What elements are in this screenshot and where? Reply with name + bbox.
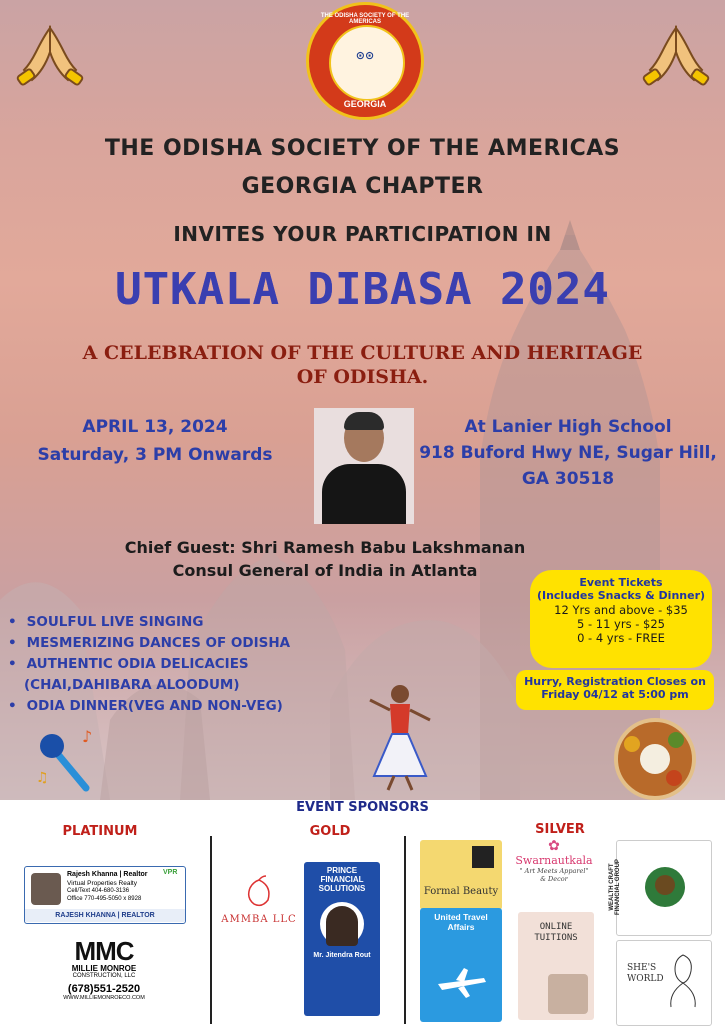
venue-city: GA 30518: [521, 469, 615, 489]
divider: [404, 836, 406, 1024]
ticket-heading: Event Tickets: [579, 576, 663, 589]
tier-silver: SILVER: [535, 822, 585, 837]
woman-sketch-icon: [661, 949, 705, 1009]
event-time: Saturday, 3 PM Onwards: [37, 445, 273, 465]
list-item: • AUTHENTIC ODIA DELICACIES: [8, 654, 328, 675]
registration-deadline: Hurry, Registration Closes on Friday 04/12 at 5:00 pm: [516, 670, 714, 710]
sponsor-millie-monroe[interactable]: MMC MILLIE MONROE CONSTRUCTION, LLC (678)551-2520 WWW.MILLIEMONROECO.COM: [63, 936, 145, 1001]
subtitle-line2: OF ODISHA.: [296, 366, 429, 388]
ticket-tier-adult: 12 Yrs and above - $35: [554, 603, 688, 617]
chief-guest-name: Chief Guest: Shri Ramesh Babu Lakshmanan: [124, 538, 526, 557]
ticket-info-box: [530, 570, 712, 668]
microphone-icon: [30, 722, 110, 798]
chief-guest-title: Consul General of India in Atlanta: [172, 561, 478, 580]
sponsor-prince-financial[interactable]: PRINCE FINANCIAL SOLUTIONS Mr. Jitendra Rout: [304, 862, 380, 1016]
list-item: • MESMERIZING DANCES OF ODISHA: [8, 633, 328, 654]
sponsor-swarnautkala[interactable]: ✿ Swarnautkala " Art Meets Apparel" & Decor: [504, 838, 604, 883]
org-name: THE ODISHA SOCIETY OF THE AMERICAS: [104, 136, 621, 161]
sponsors-section: [0, 800, 725, 1024]
sponsor-online-tuitions[interactable]: ONLINE TUITIONS: [518, 912, 594, 1020]
society-logo: ⊙⊙ THE ODISHA SOCIETY OF THE AMERICAS GEORGIA: [306, 2, 424, 120]
airplane-icon: [434, 966, 488, 1000]
sponsor-wealth-craft[interactable]: WEALTH CRAFT FINANCIAL GROUP: [616, 840, 712, 936]
chief-guest-photo: [314, 408, 414, 524]
sponsors-heading: EVENT SPONSORS: [296, 800, 429, 815]
ticket-tier-child: 5 - 11 yrs - $25: [576, 617, 665, 631]
logo-ring-state: GEORGIA: [343, 99, 387, 109]
tier-platinum: PLATINUM: [62, 824, 138, 839]
tier-gold: GOLD: [309, 824, 351, 839]
sponsor-ammba[interactable]: AMMBA LLC: [214, 874, 304, 925]
list-item: • SOULFUL LIVE SINGING: [8, 612, 328, 633]
ticket-includes: (Includes Snacks & Dinner): [536, 589, 706, 602]
list-item: (CHAI,DAHIBARA ALOODUM): [24, 677, 240, 693]
venue-name: At Lanier High School: [464, 417, 672, 437]
praying-hands-icon: [14, 22, 86, 88]
invite-line: INVITES YOUR PARTICIPATION IN: [173, 222, 552, 246]
chapter-name: GEORGIA CHAPTER: [241, 174, 484, 199]
lotus-icon: ✿: [548, 838, 560, 854]
list-item: • ODIA DINNER(VEG AND NON-VEG): [8, 696, 328, 717]
subtitle-line1: A CELEBRATION OF THE CULTURE AND HERITAGE: [82, 342, 643, 364]
svg-text:♪: ♪: [82, 727, 93, 746]
sponsor-rajesh-khanna[interactable]: Rajesh Khanna | Realtor Virtual Properties Realty Cell/Text 404-680-3136 Office 770-495-5050 x 8928 VPR RAJESH KHANNA | REALTOR: [24, 866, 186, 924]
sponsor-formal-beauty[interactable]: Formal Beauty: [420, 840, 502, 910]
event-date: APRIL 13, 2024: [82, 417, 228, 437]
praying-hands-icon: [640, 22, 712, 88]
sponsor-united-travel[interactable]: United Travel Affairs: [420, 908, 502, 1022]
logo-ring-text: THE ODISHA SOCIETY OF THE AMERICAS: [320, 13, 410, 25]
ticket-tier-infant: 0 - 4 yrs - FREE: [577, 631, 665, 645]
venue-address: 918 Buford Hwy NE, Sugar Hill,: [419, 443, 717, 463]
mango-icon: [244, 874, 274, 910]
divider: [210, 836, 212, 1024]
food-plate-image: [614, 718, 696, 800]
dancer-illustration: [360, 680, 440, 792]
svg-text:♫: ♫: [36, 770, 49, 786]
sponsor-shes-world[interactable]: SHE'S WORLD: [616, 940, 712, 1026]
event-title: UTKALA DIBASA 2024: [0, 264, 725, 315]
highlights-list: [8, 612, 328, 717]
